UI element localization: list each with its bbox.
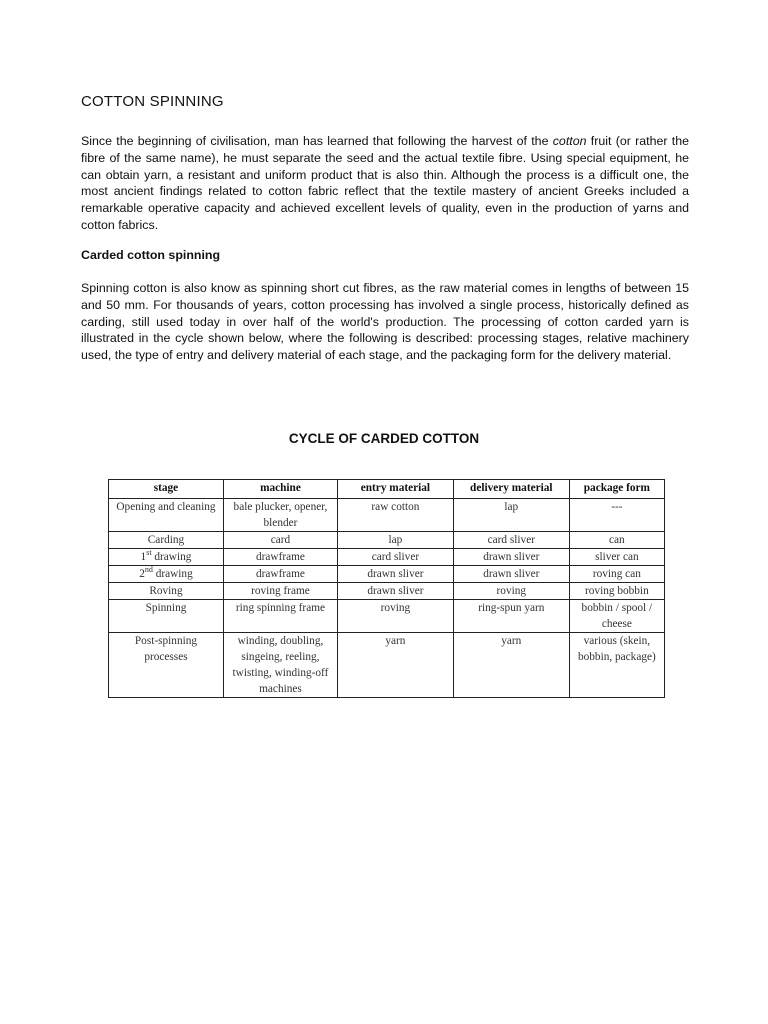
table-row — [109, 532, 665, 549]
cell-stage: Roving — [109, 583, 224, 600]
section-heading: Carded cotton spinning — [81, 248, 221, 262]
header-package-form: package form — [569, 480, 664, 499]
header-delivery-material: delivery material — [453, 480, 569, 499]
intro-emphasis: cotton — [552, 134, 587, 148]
cell-delivery: lap — [453, 499, 569, 532]
ordinal-suffix: nd — [144, 565, 153, 575]
ordinal-number: 1 — [140, 551, 147, 563]
cell-stage — [109, 549, 224, 566]
table-title: CYCLE OF CARDED COTTON — [288, 431, 480, 446]
cell-entry: raw cotton — [337, 499, 453, 532]
cell-machine: ring spinning frame — [223, 600, 337, 633]
cell-package: sliver can — [569, 549, 664, 566]
ordinal-number: 2 — [139, 568, 145, 580]
cell-stage: Carding — [109, 532, 224, 549]
header-machine: machine — [223, 480, 337, 499]
cell-stage: Post-spinning processes — [109, 633, 224, 698]
cell-package: --- — [569, 499, 664, 532]
intro-text-start: Since the beginning of civilisation, man has learned that following the harvest of the — [81, 134, 553, 148]
cell-delivery: card sliver — [453, 532, 569, 549]
table-header-row — [109, 480, 665, 499]
table-row — [109, 499, 665, 532]
cell-package: various (skein, bobbin, package) — [569, 633, 664, 698]
body-paragraph: Spinning cotton is also know as spinning short cut fibres, as the raw material comes in lengths of between 15 and 50 mm. For thousands of years, cotton processing has involved a single process, historically defined as carding, still used today in over half of the world's production. The processing of cotton carded yarn is illustrated in the cycle shown below, where the following is described: processing stages, relative machinery used, the type of entry and delivery material of each stage, and the packaging form for the delivery material. — [81, 281, 689, 363]
table-row — [109, 549, 665, 566]
intro-text-end: fruit (or rather the fibre of the same name), he must separate the seed and the actual textile fibre. Using special equipment, he can obtain yarn, a resistant and uniform product that is also thin. Although the process is a difficult one, the most ancient findings related to cotton fabric reflect that the textile mastery of ancient Greeks included a remarkable operative capacity and achieved excellent levels of quality, even in the production of yarns and cotton fabrics. — [81, 134, 689, 232]
cell-stage — [109, 566, 224, 583]
ordinal-suffix: st — [146, 548, 152, 558]
cell-stage: Opening and cleaning — [109, 499, 224, 532]
cell-delivery: ring-spun yarn — [453, 600, 569, 633]
cell-machine: roving frame — [223, 583, 337, 600]
cell-entry: yarn — [337, 633, 453, 698]
table-row — [109, 600, 665, 633]
cell-entry: drawn sliver — [337, 583, 453, 600]
ordinal-rest: drawing — [152, 568, 193, 580]
table-row — [109, 633, 665, 698]
cycle-table — [108, 479, 665, 698]
cell-delivery: yarn — [453, 633, 569, 698]
cell-entry: lap — [337, 532, 453, 549]
cell-machine: card — [223, 532, 337, 549]
cell-entry: roving — [337, 600, 453, 633]
ordinal-rest: drawing — [151, 551, 192, 563]
cell-package: roving bobbin — [569, 583, 664, 600]
header-entry-material: entry material — [337, 480, 453, 499]
cell-delivery: drawn sliver — [453, 566, 569, 583]
cell-entry: card sliver — [337, 549, 453, 566]
header-stage: stage — [109, 480, 224, 499]
page-title: COTTON SPINNING — [81, 93, 224, 110]
intro-paragraph — [81, 133, 689, 234]
cell-machine: winding, doubling, singeing, reeling, twisting, winding-off machines — [223, 633, 337, 698]
cell-machine: bale plucker, opener, blender — [223, 499, 337, 532]
cell-stage: Spinning — [109, 600, 224, 633]
cell-machine: drawframe — [223, 566, 337, 583]
cell-package: can — [569, 532, 664, 549]
cell-package: bobbin / spool / cheese — [569, 600, 664, 633]
table-row — [109, 566, 665, 583]
cell-package: roving can — [569, 566, 664, 583]
cell-delivery: roving — [453, 583, 569, 600]
table-row — [109, 583, 665, 600]
cell-entry: drawn sliver — [337, 566, 453, 583]
cell-delivery: drawn sliver — [453, 549, 569, 566]
cell-machine: drawframe — [223, 549, 337, 566]
